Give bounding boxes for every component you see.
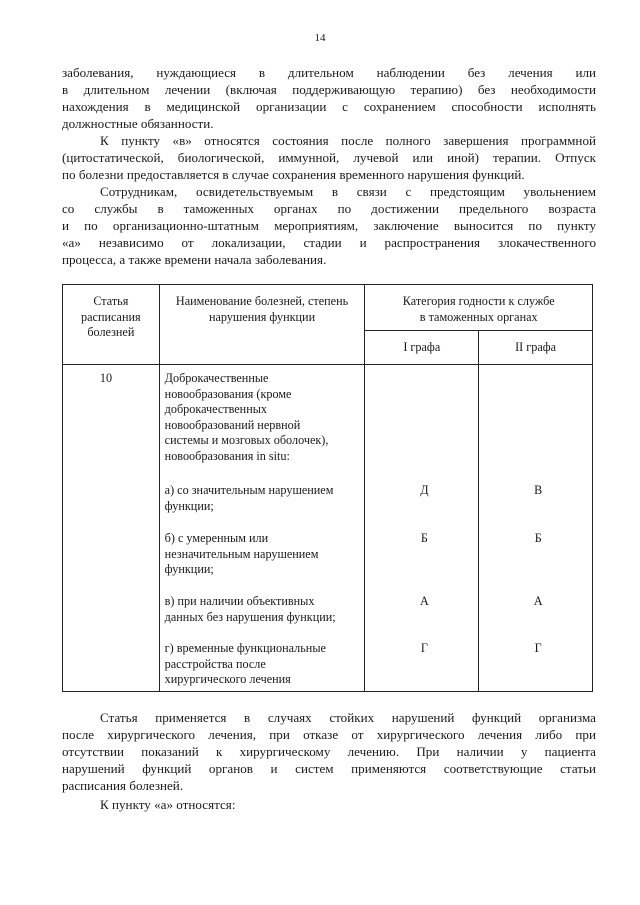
header-name-line: нарушения функции bbox=[208, 309, 316, 324]
subitem-b bbox=[165, 531, 365, 578]
text-line: «а» независимо от локализации, стадии и распространения злокачественного bbox=[62, 235, 596, 250]
category-a-col2: В bbox=[534, 483, 543, 497]
text-line: К пункту «а» относятся: bbox=[100, 797, 236, 812]
text-line: функции; bbox=[164, 498, 214, 513]
text-line: по болезни предоставляется в случае сохранения временного нарушения функций. bbox=[62, 167, 525, 182]
category-g-col1: Г bbox=[420, 641, 428, 655]
subitem-v bbox=[165, 594, 365, 625]
page-number: 14 bbox=[314, 32, 326, 44]
text-line: доброкачественных bbox=[164, 402, 268, 416]
category-column-1-cell bbox=[365, 365, 479, 692]
category-v-col2: А bbox=[533, 594, 543, 608]
subitem-a bbox=[165, 483, 365, 514]
header-article-line: расписания bbox=[81, 309, 141, 324]
text-line: расписания болезней. bbox=[62, 778, 184, 793]
header-column-1: I графа bbox=[365, 330, 479, 364]
text-line: хирургического лечения bbox=[164, 672, 291, 686]
text-line: после хирургического лечения, при отказе от хирургического лечения либо при bbox=[62, 727, 596, 742]
text-line: К пункту «в» относятся состояния после полного завершения программной bbox=[100, 133, 596, 148]
category-a-col1: Д bbox=[420, 483, 429, 497]
header-disease-name bbox=[159, 285, 365, 365]
subitem-g bbox=[165, 641, 365, 688]
text-line: процесса, а также времени начала заболевания. bbox=[62, 252, 327, 267]
text-line: Статья применяется в случаях стойких нарушений функций организма bbox=[100, 710, 596, 725]
paragraph-5 bbox=[62, 796, 596, 813]
text-line: заболевания, нуждающиеся в длительном наблюдении без лечения или bbox=[62, 65, 596, 80]
header-article-line: болезней bbox=[87, 325, 135, 339]
disease-name-cell bbox=[159, 365, 365, 692]
disease-intro bbox=[165, 371, 365, 464]
text-line: новообразования (кроме bbox=[164, 386, 292, 401]
text-line: и по организационно-штатным мероприятиям, заключение выносится по пункту bbox=[62, 218, 596, 233]
category-v-col1: А bbox=[419, 594, 429, 608]
text-line: функции; bbox=[164, 562, 214, 576]
header-name-line: Наименование болезней, степень bbox=[175, 294, 349, 308]
text-line: нарушений функций органов и систем применяются соответствующие статьи bbox=[62, 761, 596, 776]
paragraph-1 bbox=[62, 64, 596, 132]
text-line: нахождения в медицинской организации с сохранением способности исполнять bbox=[62, 99, 596, 114]
header-fitness-category bbox=[365, 285, 593, 331]
article-cell bbox=[63, 365, 160, 692]
header-article-line: Статья bbox=[93, 294, 129, 308]
text-line: (цитостатической, биологической, иммунной, лучевой или иной) терапии. Отпуск bbox=[62, 150, 596, 165]
paragraph-2 bbox=[62, 132, 596, 183]
text-line: в длительном лечении (включая поддерживающую терапию) без необходимости bbox=[62, 82, 596, 97]
text-line: со службы в таможенных органах по достижении предельного возраста bbox=[62, 201, 596, 216]
text-line: в) при наличии объективных bbox=[164, 594, 315, 608]
text-line: данных без нарушения функции; bbox=[164, 609, 336, 624]
text-line: системы и мозговых оболочек), bbox=[164, 433, 329, 447]
text-line: отсутствии показаний к хирургическому лечению. При наличии у пациента bbox=[62, 744, 596, 759]
category-column-2-cell bbox=[479, 365, 593, 692]
text-line: незначительным нарушением bbox=[164, 546, 319, 561]
text-line: г) временные функциональные bbox=[164, 641, 326, 655]
disease-schedule-table bbox=[62, 284, 593, 692]
category-b-col2: Б bbox=[534, 531, 542, 545]
paragraph-3 bbox=[62, 183, 596, 268]
text-line: а) со значительным нарушением bbox=[164, 483, 334, 497]
header-column-2: II графа bbox=[479, 330, 593, 364]
article-number: 10 bbox=[99, 371, 113, 385]
paragraph-4 bbox=[62, 709, 596, 794]
text-line: должностные обязанности. bbox=[62, 116, 214, 131]
table-row bbox=[63, 365, 593, 692]
header-category-line: в таможенных органах bbox=[419, 309, 538, 324]
text-line: б) с умеренным или bbox=[164, 531, 269, 545]
text-line: Доброкачественные bbox=[164, 371, 269, 385]
header-category-line: Категория годности к службе bbox=[402, 294, 555, 308]
text-line: новообразований нервной bbox=[164, 417, 301, 432]
category-g-col2: Г bbox=[534, 641, 542, 655]
text-line: Сотрудникам, освидетельствуемым в связи с предстоящим увольнением bbox=[100, 184, 596, 199]
text-line: новообразования in situ: bbox=[164, 448, 290, 463]
category-b-col1: Б bbox=[420, 531, 428, 545]
text-line: расстройства после bbox=[164, 656, 266, 671]
header-article bbox=[63, 285, 160, 365]
table-header-row bbox=[63, 285, 593, 331]
